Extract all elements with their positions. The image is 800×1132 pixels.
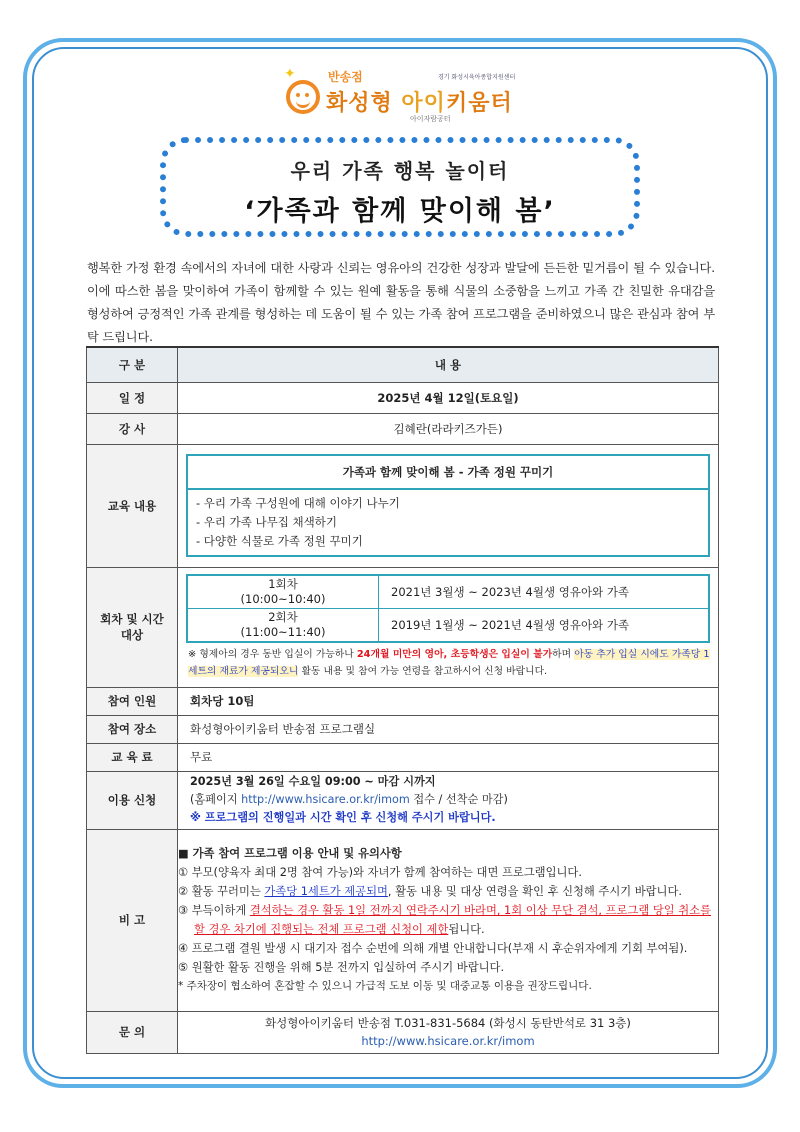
place-label: 참여 장소 bbox=[87, 715, 178, 743]
note-part: ※ 형제아의 경우 동반 입실이 가능하나 bbox=[188, 649, 357, 660]
remark-item: * 주차장이 협소하여 혼잡할 수 있으니 가급적 도보 이동 및 대중교통 이용을 권장드립니다. bbox=[178, 980, 592, 992]
session-name: 2회차 bbox=[268, 610, 298, 624]
table-row bbox=[187, 575, 709, 609]
apply-method bbox=[190, 791, 718, 809]
title-line2: ‘가족과 함께 맞이해 봄’ bbox=[244, 196, 556, 227]
edu-title: 가족과 함께 맞이해 봄 - 가족 정원 꾸미기 bbox=[186, 454, 710, 490]
logo-name bbox=[326, 86, 513, 117]
apply-method-b: 접수 / 선착순 마감) bbox=[409, 793, 508, 806]
fee-value: 무료 bbox=[178, 743, 719, 771]
session-target: 2021년 3월생 ~ 2023년 4월생 영유아와 가족 bbox=[379, 575, 710, 609]
intro-paragraph: 행복한 가정 환경 속에서의 자녀에 대한 사랑과 신뢰는 영유아의 건강한 성장과 발달에 든든한 밑거름이 될 수 있습니다. 이에 따스한 봄을 맞이하여 가족이 함께할 수 있는 원예 활동을 통해 식물의 소중함을 느끼고 가족 간 친밀한 유대감을 형성하여 긍정적인 가족 관계를 형성하는 데 도움이 될 수 있는 가족 참여 프로그램을 준비하였으니 많은 관심과 참여 부탁 드립니다. bbox=[87, 261, 715, 344]
remark-content bbox=[178, 829, 719, 1011]
logo-name-c: 키움터 bbox=[445, 91, 513, 116]
apply-period: 2025년 3월 26일 수요일 09:00 ~ 마감 시까지 bbox=[190, 775, 436, 788]
remark-item: ① 부모(양육자 최대 2명 참여 가능)와 자녀가 함께 참여하는 대면 프로그램입니다. bbox=[178, 866, 582, 879]
session-label bbox=[87, 567, 178, 687]
place-value: 화성형아이키움터 반송점 프로그램실 bbox=[178, 715, 719, 743]
people-value: 회차당 10팀 bbox=[178, 687, 719, 715]
note-part: 활동 내용 및 참여 가능 연령을 참고하시어 신청 바랍니다. bbox=[298, 666, 548, 677]
apply-method-a: (홈페이지 bbox=[190, 793, 242, 806]
remark-emphasis: 가족당 1세트가 제공되며 bbox=[264, 885, 388, 898]
date-label: 일 정 bbox=[87, 382, 178, 413]
head-content: 내 용 bbox=[178, 347, 719, 382]
contact-label: 문 의 bbox=[87, 1011, 178, 1053]
session-hours: (10:00~10:40) bbox=[240, 592, 326, 606]
remark-part: ③ 부득이하게 bbox=[178, 904, 250, 917]
star-icon: ✦ bbox=[284, 66, 296, 82]
remark-part: 됩니다. bbox=[448, 923, 485, 936]
logo-branch: 반송점 bbox=[328, 70, 363, 84]
note-part: 하며 bbox=[552, 649, 575, 660]
remark-item: ④ 프로그램 결원 발생 시 대기자 접수 순번에 의해 개별 안내합니다(부재 시 후순위자에게 기회 부여됨). bbox=[178, 942, 688, 955]
edu-content bbox=[178, 444, 719, 567]
smile-face-icon bbox=[286, 80, 320, 114]
session-label-1: 회차 및 시간 bbox=[100, 612, 164, 626]
logo-org: 경기 화성시육아종합지원센터 bbox=[438, 74, 516, 81]
remark-warning: 결석하는 경우 활동 1일 전까지 연락주시기 바라며, 1회 이상 무단 결석, 프로그램 당일 취소를 할 경우 차기에 진행되는 전체 프로그램 신청이 제한 bbox=[194, 904, 711, 936]
edu-label: 교육 내용 bbox=[87, 444, 178, 567]
contact-content bbox=[178, 1011, 719, 1053]
session-hours: (11:00~11:40) bbox=[240, 625, 326, 639]
logo-sub: 아이자람공터 bbox=[410, 115, 451, 123]
fee-label: 교 육 료 bbox=[87, 743, 178, 771]
note-highlight: 아동 추가 입실 시에도 가족당 1세트의 재료가 제공되오니 bbox=[188, 649, 710, 677]
remark-item: ⑤ 원활한 활동 진행을 위해 5분 전까지 입실하여 주시기 바랍니다. bbox=[178, 961, 505, 974]
apply-label: 이용 신청 bbox=[87, 771, 178, 829]
list-item: - 우리 가족 나무집 채색하기 bbox=[196, 515, 337, 529]
session-grid bbox=[186, 574, 710, 643]
logo bbox=[280, 68, 540, 130]
info-table bbox=[86, 346, 719, 1054]
session-content bbox=[178, 567, 719, 687]
head-label: 구 분 bbox=[87, 347, 178, 382]
remark-item bbox=[178, 901, 718, 939]
table-row bbox=[187, 609, 709, 643]
people-label: 참여 인원 bbox=[87, 687, 178, 715]
remark-item bbox=[178, 882, 718, 901]
title-line1: 우리 가족 행복 놀이터 bbox=[290, 159, 510, 183]
apply-content bbox=[178, 771, 719, 829]
date-value: 2025년 4월 12일(토요일) bbox=[178, 382, 719, 413]
session-target: 2019년 1월생 ~ 2021년 4월생 영유아와 가족 bbox=[379, 609, 710, 643]
logo-name-b: 아이 bbox=[401, 91, 446, 116]
remark-part: ② 활동 꾸러미는 bbox=[178, 885, 265, 898]
session-time bbox=[187, 609, 379, 643]
session-note bbox=[178, 643, 718, 682]
list-item: - 다양한 식물로 가족 정원 꾸미기 bbox=[196, 534, 363, 548]
remark-part: , 활동 내용 및 대상 연령을 확인 후 신청해 주시기 바랍니다. bbox=[387, 885, 682, 898]
note-warning: 24개월 미만의 영아, 초등학생은 입실이 불가 bbox=[356, 649, 553, 660]
instructor-label: 강 사 bbox=[87, 413, 178, 444]
instructor-value: 김혜란(라라키즈가든) bbox=[178, 413, 719, 444]
remark-label: 비 고 bbox=[87, 829, 178, 1011]
edu-list bbox=[186, 490, 710, 557]
contact-link[interactable]: http://www.hsicare.or.kr/imom bbox=[361, 1034, 535, 1048]
list-item: - 우리 가족 구성원에 대해 이야기 나누기 bbox=[196, 496, 400, 510]
title-box bbox=[160, 137, 640, 237]
apply-notice: ※ 프로그램의 진행일과 시간 확인 후 신청해 주시기 바랍니다. bbox=[190, 811, 496, 824]
contact-info: 화성형아이키움터 반송점 T.031-831-5684 (화성시 동탄반석로 31 3층) bbox=[265, 1016, 631, 1030]
session-label-2: 대상 bbox=[120, 628, 144, 642]
session-time bbox=[187, 575, 379, 609]
homepage-link[interactable]: http://www.hsicare.or.kr/imom bbox=[241, 793, 410, 806]
logo-name-a: 화성형 bbox=[326, 91, 402, 116]
session-name: 1회차 bbox=[268, 577, 298, 591]
remark-title: ■ 가족 참여 프로그램 이용 안내 및 유의사항 bbox=[178, 847, 402, 860]
